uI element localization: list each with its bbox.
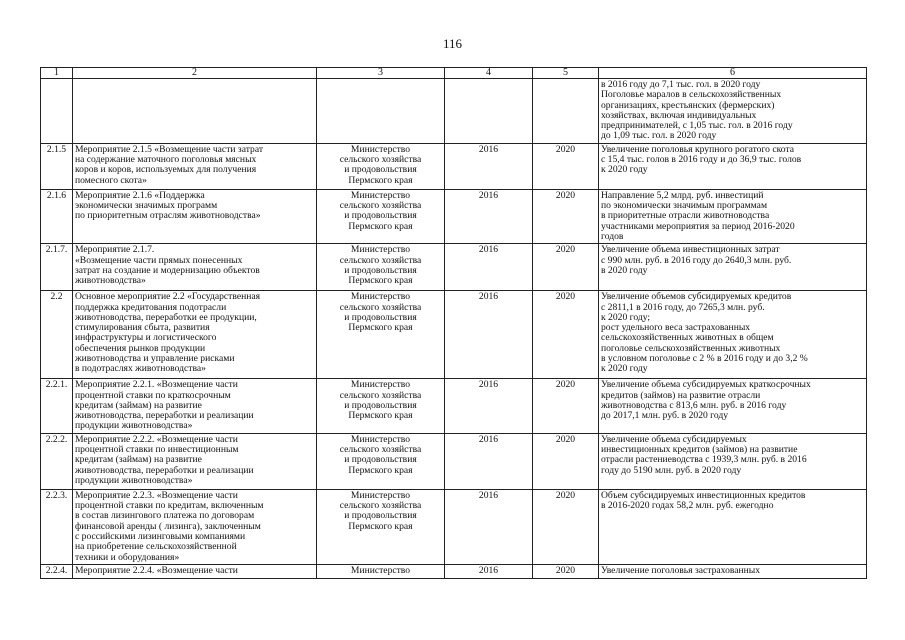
start-year: 2016 <box>445 143 533 189</box>
measure-name: Основное мероприятие 2.2 «Государственная поддержка кредитования подотрасли животноводства, переработки ее продукции, стимулирования сбыта, развития инфраструктуры и логистического обеспечения рынков продукции животноводства и управление рисками в подотраслях животноводства» <box>73 291 317 379</box>
expected-result: Увеличение объема субсидируемых краткосрочных кредитов (займов) на развитие отрасли животноводства с 813,6 млн. руб. в 2016 году до 2017,1 млн. руб. в 2020 году <box>599 379 867 433</box>
measure-name: Мероприятие 2.1.5 «Возмещение части затрат на содержание маточного поголовья мясных коров и коров, используемых для получения помесного скота» <box>73 143 317 189</box>
responsible-org: Министерство сельского хозяйства и продовольствия Пермского края <box>317 244 445 291</box>
measure-name: Мероприятие 2.1.7. «Возмещение части прямых понесенных затрат на создание и модернизацию объектов животноводства» <box>73 244 317 291</box>
responsible-org: Министерство сельского хозяйства и продовольствия Пермского края <box>317 143 445 189</box>
row-number <box>41 79 73 144</box>
end-year: 2020 <box>533 189 599 243</box>
start-year: 2016 <box>445 433 533 489</box>
start-year: 2016 <box>445 564 533 578</box>
row-number: 2.2.4. <box>41 564 73 578</box>
end-year: 2020 <box>533 244 599 291</box>
row-number: 2.2.3. <box>41 489 73 564</box>
table-row <box>41 489 867 564</box>
start-year: 2016 <box>445 291 533 379</box>
responsible-org: Министерство сельского хозяйства и продовольствия Пермского края <box>317 291 445 379</box>
table-row <box>41 379 867 433</box>
expected-result: Увеличение объемов субсидируемых кредитов с 2811,1 в 2016 году, до 7265,3 млн. руб. к 2020 году; рост удельного веса застрахованных сельскохозяйственных животных в общем поголовье сельскохозяйственных животных в условном поголовье с 2 % в 2016 году и до 3,2 % к 2020 году <box>599 291 867 379</box>
expected-result: Увеличение поголовья застрахованных <box>599 564 867 578</box>
measure-name <box>73 79 317 144</box>
measure-name: Мероприятие 2.2.4. «Возмещение части <box>73 564 317 578</box>
table-row <box>41 433 867 489</box>
end-year: 2020 <box>533 143 599 189</box>
table-row <box>41 79 867 144</box>
table-row <box>41 291 867 379</box>
responsible-org: Министерство <box>317 564 445 578</box>
end-year: 2020 <box>533 564 599 578</box>
expected-result: Объем субсидируемых инвестиционных кредитов в 2016-2020 годах 58,2 млн. руб. ежегодно <box>599 489 867 564</box>
responsible-org: Министерство сельского хозяйства и продовольствия Пермского края <box>317 489 445 564</box>
start-year: 2016 <box>445 189 533 243</box>
start-year: 2016 <box>445 379 533 433</box>
header-col-2: 2 <box>73 68 317 79</box>
page-number: 116 <box>442 36 463 51</box>
row-number: 2.2.1. <box>41 379 73 433</box>
measure-name: Мероприятие 2.2.3. «Возмещение части процентной ставки по кредитам, включенным в состав лизингового платежа по договорам финансовой аренды ( лизинга), заключенным с российскими лизинговыми компаниями на приобретение сельскохозяйственной техники и оборудования» <box>73 489 317 564</box>
table-row <box>41 244 867 291</box>
table-header-row <box>41 68 867 79</box>
row-number: 2.2.2. <box>41 433 73 489</box>
end-year: 2020 <box>533 291 599 379</box>
program-measures-table <box>40 67 867 579</box>
header-col-5: 5 <box>533 68 599 79</box>
responsible-org: Министерство сельского хозяйства и продовольствия Пермского края <box>317 189 445 243</box>
table-row <box>41 189 867 243</box>
end-year: 2020 <box>533 489 599 564</box>
expected-result: Направление 5,2 млрд. руб. инвестиций по экономически значимым программам в приоритетные отрасли животноводства участниками мероприятия за период 2016-2020 годов <box>599 189 867 243</box>
responsible-org: Министерство сельского хозяйства и продовольствия Пермского края <box>317 379 445 433</box>
header-col-3: 3 <box>317 68 445 79</box>
header-col-6: 6 <box>599 68 867 79</box>
expected-result: Увеличение объема субсидируемых инвестиционных кредитов (займов) на развитие отрасли растениеводства с 1939,3 млн. руб. в 2016 году до 5190 млн. руб. в 2020 году <box>599 433 867 489</box>
measure-name: Мероприятие 2.2.2. «Возмещение части процентной ставки по инвестиционным кредитам (займам) на развитие животноводства, переработки и реализации продукции животноводства» <box>73 433 317 489</box>
responsible-org <box>317 79 445 144</box>
end-year <box>533 79 599 144</box>
measure-name: Мероприятие 2.2.1. «Возмещение части процентной ставки по краткосрочным кредитам (займам) на развитие животноводства, переработки и реализации продукции животноводства» <box>73 379 317 433</box>
row-number: 2.2 <box>41 291 73 379</box>
expected-result: в 2016 году до 7,1 тыс. гол. в 2020 году Поголовье маралов в сельскохозяйственных организациях, крестьянских (фермерских) хозяйствах, включая индивидуальных предпринимателей, с 1,05 тыс. гол. в 2016 году до 1,09 тыс. гол. в 2020 году <box>599 79 867 144</box>
table-row <box>41 143 867 189</box>
header-col-1: 1 <box>41 68 73 79</box>
row-number: 2.1.5 <box>41 143 73 189</box>
expected-result: Увеличение объема инвестиционных затрат с 990 млн. руб. в 2016 году до 2640,3 млн. руб. в 2020 году <box>599 244 867 291</box>
row-number: 2.1.7. <box>41 244 73 291</box>
end-year: 2020 <box>533 433 599 489</box>
expected-result: Увеличение поголовья крупного рогатого скота с 15,4 тыс. голов в 2016 году и до 36,9 тыс. голов к 2020 году <box>599 143 867 189</box>
responsible-org: Министерство сельского хозяйства и продовольствия Пермского края <box>317 433 445 489</box>
measure-name: Мероприятие 2.1.6 «Поддержка экономически значимых программ по приоритетным отраслям животноводства» <box>73 189 317 243</box>
start-year: 2016 <box>445 244 533 291</box>
row-number: 2.1.6 <box>41 189 73 243</box>
start-year: 2016 <box>445 489 533 564</box>
start-year <box>445 79 533 144</box>
table-row <box>41 564 867 578</box>
end-year: 2020 <box>533 379 599 433</box>
header-col-4: 4 <box>445 68 533 79</box>
